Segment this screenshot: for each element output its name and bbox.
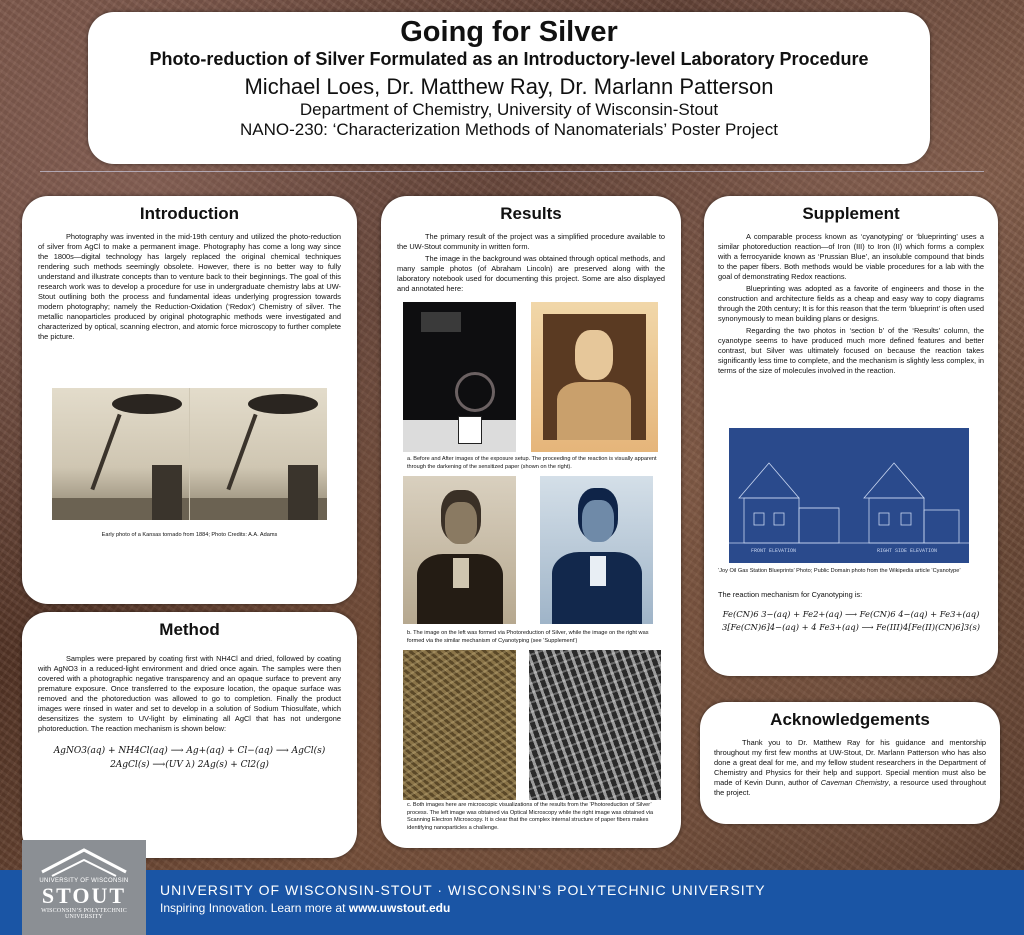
logo-bottom-text: WISCONSIN’S POLYTECHNIC UNIVERSITY (41, 908, 127, 921)
results-paragraph-1: The primary result of the project was a simplified procedure available to the UW-Stout community in written form. (397, 232, 665, 251)
introduction-heading: Introduction (139, 204, 240, 223)
acknowledgements-text-end: , a resource used throughout the project. (714, 777, 986, 797)
lincoln-cyanotype-photo (540, 476, 653, 624)
logo-main-text: STOUT (41, 883, 127, 908)
supplement-heading: Supplement (802, 204, 900, 223)
method-equation-1: AgNO3(aq) + NH4Cl(aq) ⟶ Ag+(aq) + Cl−(aq) ⟶ AgCl(s) (53, 745, 326, 756)
acknowledgements-heading: Acknowledgements (770, 710, 930, 729)
acknowledgements-text-main: Thank you to Dr. Matthew Ray for his guidance and mentorship throughout my first few months at UW-Stout, Dr. Marlann Patterson who has also done a great deal for me, and my fellow student researchers in the Department of Chemistry and Physics for their help and support. Special mention must also be made of Kevin Dunn, author of (714, 738, 986, 787)
results-caption-c: c. Both images here are microscopic visualizations of the results from the ‘Photoreduction of Silver’ process. The left image was obtained via Optical Microscopy while the right image was obtained via Scanning Electron Microscopy. It is clear that the complex internal structure of paper fibers makes identifying nanoparticles a challenge. (407, 802, 654, 831)
supplement-paragraph-2: Blueprinting was adopted as a favorite of engineers and those in the construction and architecture fields as a cheap and easy way to copy diagrams through the 20th century; It is for this reason that the term ‘blueprint’ is often used synonymously to mean building plans or designs. (718, 283, 984, 323)
acknowledgements-book-title: Caveman Chemistry (820, 777, 889, 787)
lincoln-negative-photo (531, 302, 658, 452)
exposure-setup-photo (403, 302, 516, 452)
results-paragraph-2: The image in the background was obtained through optical methods, and many sample photos (of Abraham Lincoln) are preserved along with the laboratory notebook used for documenting this project. Some are also displayed and annotated here: (397, 253, 665, 293)
acknowledgements-panel (700, 702, 1000, 824)
method-equation-2: 2AgCl(s) ⟶(UV λ) 2Ag(s) + Cl2(g) (110, 760, 269, 771)
results-caption-a: a. Before and After images of the exposure setup. The proceeding of the reaction is visually apparent through the darkening of the sensitized paper (shown on the right). (407, 456, 657, 470)
cyanotype-mechanism-label: The reaction mechanism for Cyanotyping is: (718, 590, 863, 599)
logo-roof-icon (22, 842, 146, 878)
blueprint-drawing (729, 428, 969, 563)
method-heading: Method (159, 620, 220, 639)
supplement-paragraph-1: A comparable process known as ‘cyanotyping’ or ‘blueprinting’ uses a similar photoreduction reaction—of Iron (III) to Iron (II) which forms a complex with a ferrocyanide known as ‘Prussian Blue’, an insoluble compound that binds to the paper fibers. Both methods would be viable procedures for a lab with the goal of demonstrating Redox reactions. (718, 232, 984, 281)
supplement-paragraph-3: Regarding the two photos in ‘section b’ of the ‘Results’ column, the cyanotype seems to have produced much more defined features and better contrast, but Silver was ultimately focused on because the reaction takes significantly less time to complete, and the mechanism is slightly less complex, in terms of the size of molecules involved in the reaction. (718, 325, 984, 375)
footer-tagline-text: Inspiring Innovation. Learn more at (160, 901, 349, 915)
blueprint-front-label: FRONT ELEVATION (751, 548, 797, 554)
lincoln-silver-photo (403, 476, 516, 624)
blueprint-photo (729, 428, 969, 563)
footer-university-line: UNIVERSITY OF WISCONSIN-STOUT · WISCONSIN’S POLYTECHNIC UNIVERSITY (160, 882, 766, 898)
poster-title: Going for Silver (400, 16, 618, 48)
poster-authors: Michael Loes, Dr. Matthew Ray, Dr. Marlann Patterson (244, 74, 774, 99)
poster-header (88, 12, 930, 164)
introduction-text: Photography was invented in the mid-19th century and utilized the photo-reduction of silver from AgCl to make a permanent image. Photography has come a long way since the 1800s—digital technology has largely replaced the original chemical techniques rendering such methods seemingly obsolete. However, there is no better way to fully understand and illustrate concepts than to venture back to their beginnings. The goal of this research work was to develop a procedure for use in undergraduate chemistry labs at UW-Stout outlining both the process and fundamental ideas underlying progression towards modern photography; namely the Reduction-Oxidation (‘Redox’) Chemistry of silver. The metallic nanoparticles produced by original photographic methods were investigated and characterized by optical, scanning electron, and atomic force microscopy to further complete the picture. (38, 232, 341, 341)
blueprint-caption: ‘Joy Oil Gas Station Blueprints’ Photo; Public Domain photo from the Wikipedia article ‘Cyanotype’ (718, 568, 961, 574)
blueprint-side-label: RIGHT SIDE ELEVATION (877, 548, 938, 554)
uw-stout-logo (22, 840, 146, 935)
logo-top-text: UNIVERSITY OF WISCONSIN (39, 878, 129, 884)
results-heading: Results (500, 204, 562, 223)
cyanotype-equation-1: Fe(CN)6 3−(aq) + Fe2+(aq) ⟶ Fe(CN)6 4−(aq) + Fe3+(aq) (722, 609, 980, 619)
tornado-caption: Early photo of a Kansas tornado from 1884; Photo Credits: A.A. Adams (101, 532, 278, 538)
footer-website-link[interactable]: www.uwstout.edu (348, 901, 451, 915)
poster-department: Department of Chemistry, University of Wisconsin-Stout (299, 100, 719, 119)
sem-microscopy-photo (529, 650, 661, 800)
results-caption-b: b. The image on the left was formed via Photoreduction of Silver, while the image on the right was formed via the similar mechanism of Cyanotyping (see ‘Supplement’) (407, 630, 649, 644)
header-divider (40, 171, 984, 172)
tornado-stereo-photo (52, 388, 327, 520)
acknowledgements-text (714, 738, 986, 798)
footer-tagline (160, 901, 450, 915)
poster-subtitle: Photo-reduction of Silver Formulated as an Introductory-level Laboratory Procedure (149, 49, 869, 69)
method-panel (22, 612, 357, 858)
poster-course: NANO-230: ‘Characterization Methods of Nanomaterials’ Poster Project (240, 120, 778, 139)
university-footer (0, 870, 1024, 935)
cyanotype-equation-2: 3[Fe(CN)6]4−(aq) + 4 Fe3+(aq) ⟶ Fe(III)4[Fe(II)(CN)6]3(s) (721, 622, 981, 633)
method-text: Samples were prepared by coating first with NH4Cl and dried, followed by coating with AgNO3 in a reduced-light environment and dried once again. The samples were then covered with a photographic negative transparency and an opaque surface to prevent any premature exposure. Once transferred to the exposure location, the opaque surface was removed and the photoreduction was allowed to go to completion. Finally the product images were rinsed in water and set to develop in a solution of Sodium Thiosulfate, which desensitizes the system to UV-light by eliminating all AgCl that has not undergone photoreduction. The reaction mechanism is shown below: (38, 654, 341, 733)
optical-microscopy-photo (403, 650, 516, 800)
